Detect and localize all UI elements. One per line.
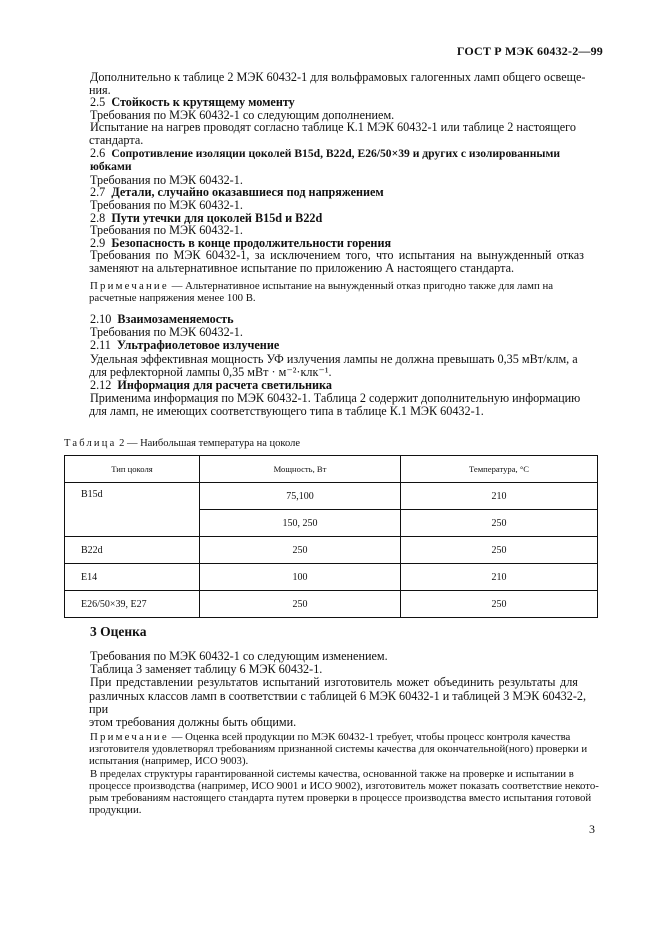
table-cell: E14: [65, 564, 200, 591]
table-header-row: [65, 456, 598, 483]
table-cell: B22d: [65, 537, 200, 564]
section-2-continued: [90, 71, 600, 275]
table-row: [65, 564, 598, 591]
table-row: [65, 483, 598, 510]
text-line: различных классов ламп в соответствии с таблицей 6 МЭК 60432-1 и таблицей 3 МЭК 60432-2, при: [89, 688, 587, 716]
table-2-caption: Таблица 2 — Наибольшая температура на цоколе: [64, 438, 301, 449]
note-line: изготовителя удовлетворял требованиям признанной системы качества для окончательной(ного) проверки и: [89, 742, 588, 755]
text-line: заменяют на альтернативное испытание по приложению А настоящего стандарта.: [89, 260, 515, 275]
table-row: [65, 591, 598, 618]
clause-2-7-heading: 2.7 Детали, случайно оказавшиеся под напряжением: [90, 185, 384, 200]
table-cell: 250: [401, 537, 598, 564]
table-cell: 250: [200, 591, 401, 618]
page-header: ГОСТ Р МЭК 60432-2—99: [456, 44, 603, 58]
table-cell: E26/50×39, E27: [65, 591, 200, 618]
column-header: Тип цоколя: [65, 456, 200, 483]
clause-2-12-heading: 2.12 Информация для расчета светильника: [90, 378, 332, 393]
note-line: процессе производства (например, ИСО 9001 и ИСО 9002), изготовитель может показать соответствие некото-: [89, 780, 599, 793]
note-line: Примечание — Оценка всей продукции по МЭК 60432-1 требует, чтобы процесс контроля качества: [90, 731, 571, 743]
text-line: Требования по МЭК 60432-1 со следующим изменением.: [90, 649, 388, 663]
table-cell: 100: [200, 564, 401, 591]
note-1: [90, 280, 600, 304]
table-2: [64, 455, 598, 618]
text-line: Требования по МЭК 60432-1 со следующим дополнением.: [90, 107, 395, 122]
text-line: этом требования должны быть общими.: [89, 715, 297, 730]
page-number: 3: [589, 822, 595, 836]
note-line: расчетные напряжения менее 100 В.: [89, 292, 256, 304]
table-cell: 75,100: [200, 483, 401, 510]
table-row: [65, 537, 598, 564]
text-line: Требования по МЭК 60432-1.: [90, 172, 243, 187]
text-line: Требования по МЭК 60432-1.: [90, 197, 243, 212]
clause-2-10-heading: 2.10 Взаимозаменяемость: [90, 312, 234, 326]
column-header: Мощность, Вт: [200, 456, 401, 483]
text-line: Удельная эффективная мощность УФ излучения лампы не должна превышать 0,35 мВт/клм, а: [90, 351, 578, 366]
table-cell: B15d: [65, 483, 200, 537]
text-line: ния.: [89, 82, 111, 97]
clause-2-5-heading: 2.5 Стойкость к крутящему моменту: [90, 95, 295, 110]
note-line: Примечание — Альтернативное испытание на вынужденный отказ пригодно также для ламп на: [90, 280, 554, 292]
table-cell: 210: [401, 483, 598, 510]
note-line: рым требованиям настоящего стандарта путем проверки в процессе производства вместо испытания готовой: [89, 791, 592, 804]
clause-2-8-heading: 2.8 Пути утечки для цоколей B15d и B22d: [90, 210, 323, 225]
text-line: Требования по МЭК 60432-1.: [90, 223, 243, 238]
section-3-body: [90, 650, 600, 729]
note-line: испытания (например, ИСО 9003).: [89, 754, 249, 767]
text-line: для рефлекторной лампы 0,35 мВт · м⁻²·клк⁻¹.: [89, 364, 332, 379]
text-line: Требования по МЭК 60432-1.: [90, 325, 243, 340]
text-line: для ламп, не имеющих соответствующего типа в таблице К.1 МЭК 60432-1.: [89, 404, 484, 419]
note-line: В пределах структуры гарантированной системы качества, основанной также на проверке и испытании в: [90, 768, 574, 781]
table-cell: 210: [401, 564, 598, 591]
table-cell: 250: [401, 510, 598, 537]
note-2: [90, 732, 600, 817]
text-line: стандарта.: [89, 132, 144, 147]
table-cell: 150, 250: [200, 510, 401, 537]
clause-2-6-heading: 2.6 Сопротивление изоляции цоколей B15d, B22d, E26/50×39 и других с изолированными юбками: [90, 145, 561, 174]
text-line: Испытание на нагрев проводят согласно таблице К.1 МЭК 60432-1 или таблице 2 настоящего: [90, 120, 576, 135]
clause-2-9-heading: 2.9 Безопасность в конце продолжительности горения: [90, 235, 392, 250]
table-cell: 250: [200, 537, 401, 564]
text-line: Таблица 3 заменяет таблицу 6 МЭК 60432-1.: [90, 662, 323, 677]
clause-2-11-heading: 2.11 Ультрафиолетовое излучение: [90, 338, 280, 353]
column-header: Температура, °С: [401, 456, 598, 483]
text-line: Применима информация по МЭК 60432-1. Таблица 2 содержит дополнительную информацию: [90, 391, 581, 406]
table-cell: 250: [401, 591, 598, 618]
text-line: Требования по МЭК 60432-1, за исключением того, что испытания на вынужденный отказ: [90, 248, 584, 263]
clauses-2-10-to-2-12: [90, 313, 600, 419]
section-3-heading: 3 Оценка: [90, 624, 147, 639]
note-line: продукции.: [89, 803, 142, 816]
text-line: Дополнительно к таблице 2 МЭК 60432-1 для вольфрамовых галогенных ламп общего освеще-: [90, 70, 586, 84]
note-label: Примечание: [90, 280, 169, 292]
text-line: При представлении результатов испытаний изготовитель может объединить результаты для: [90, 675, 578, 690]
note-label: Примечание: [90, 731, 169, 743]
